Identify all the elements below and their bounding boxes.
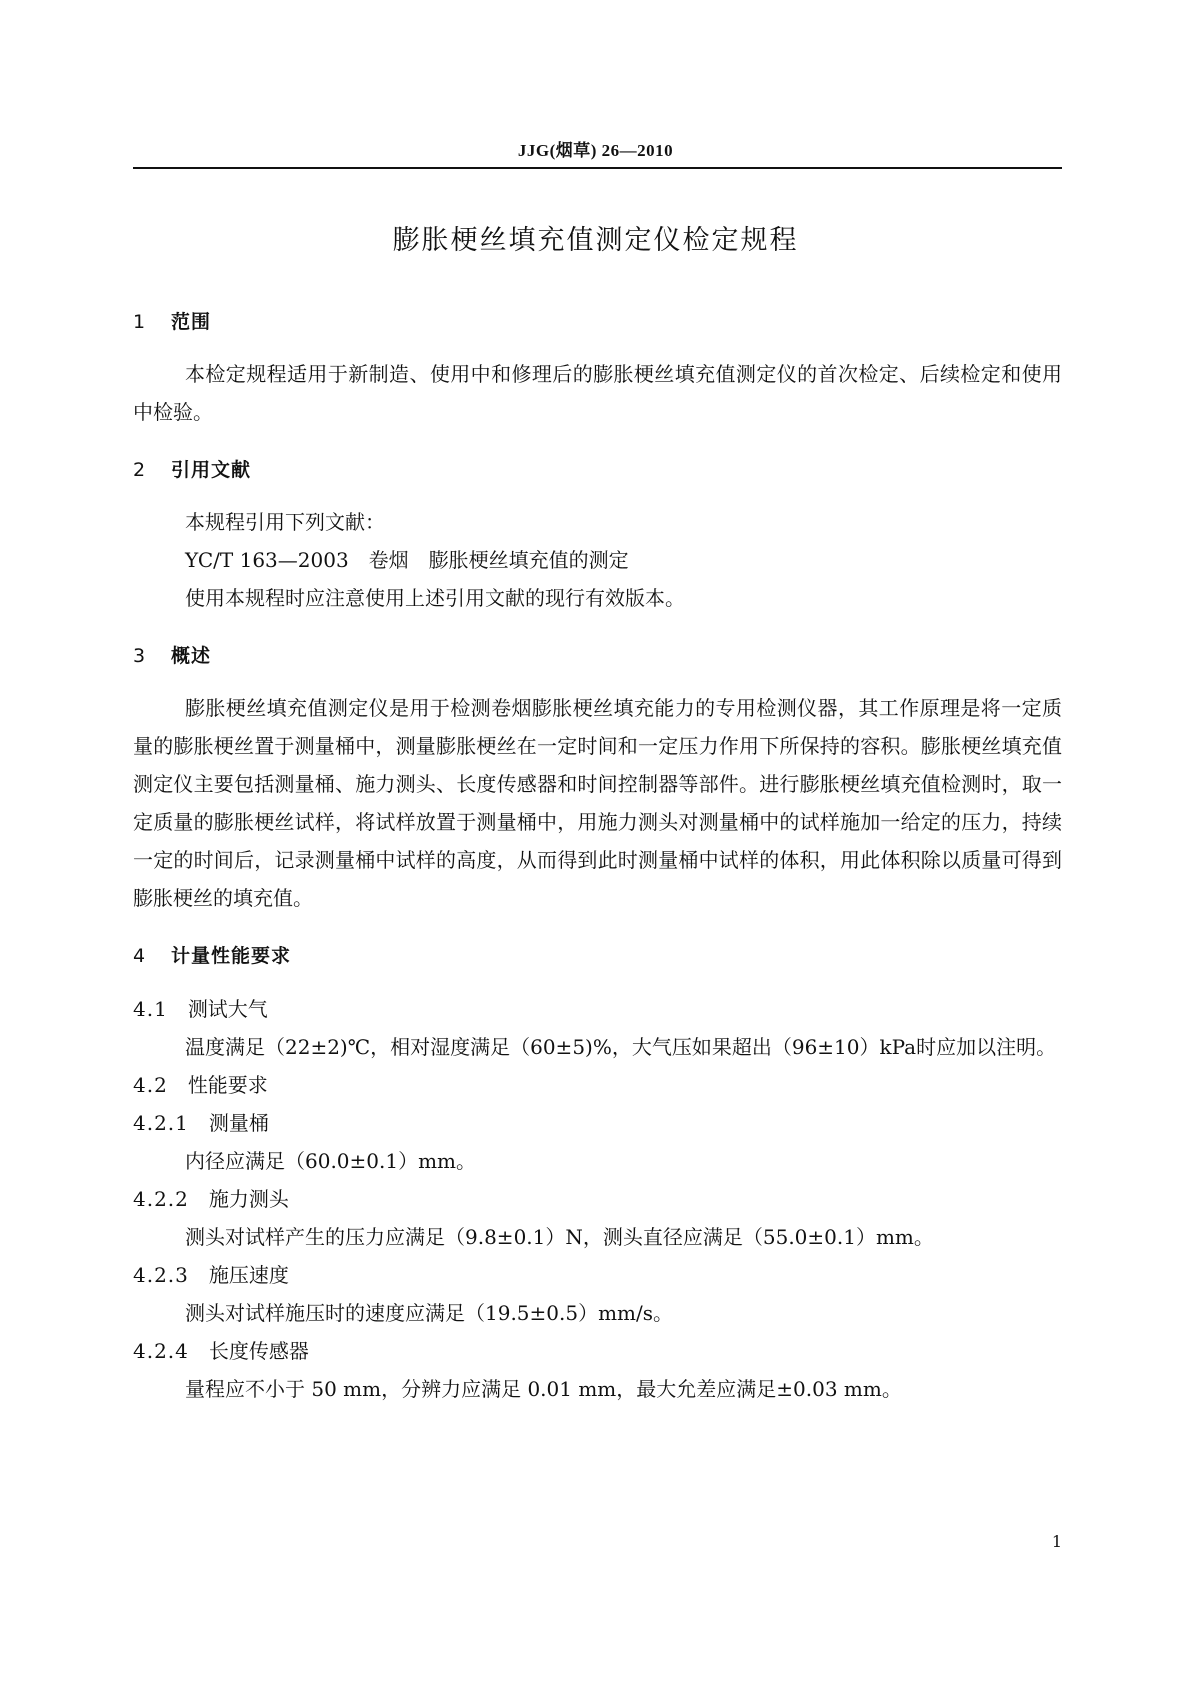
clause-number: 4.2.1 (133, 1111, 189, 1135)
scope-paragraph: 本检定规程适用于新制造、使用中和修理后的膨胀梗丝填充值测定仪的首次检定、后续检定和使用中检验。 (133, 362, 1062, 424)
clause-4-1-text: 温度满足（22±2)℃，相对湿度满足（60±5)%，大气压如果超出（96±10）kPa时应加以注明。 (185, 1035, 1057, 1059)
section-title: 计量性能要求 (171, 945, 292, 967)
references-intro: 本规程引用下列文献： (185, 510, 385, 534)
clause-4-2-1-text: 内径应满足（60.0±0.1）mm。 (185, 1149, 477, 1173)
clause-number: 4.1 (133, 997, 168, 1021)
clause-title: 测量桶 (208, 1111, 269, 1135)
clause-title: 施压速度 (208, 1263, 289, 1287)
section-number: 3 (133, 645, 147, 667)
section-title: 概述 (171, 645, 212, 667)
section-title: 范围 (171, 311, 212, 333)
clause-4-2-2 (133, 1180, 1062, 1218)
clause-4-2-4-text: 量程应不小于 50 mm，分辨力应满足 0.01 mm，最大允差应满足±0.03 mm。 (185, 1377, 902, 1401)
section-heading-scope (133, 310, 1062, 334)
clause-title: 测试大气 (187, 997, 268, 1021)
clause-title: 性能要求 (187, 1073, 268, 1097)
clause-4-2-2-text: 测头对试样产生的压力应满足（9.8±0.1）N，测头直径应满足（55.0±0.1）mm。 (185, 1225, 934, 1249)
reference-standard: YC/T 163—2003 卷烟 膨胀梗丝填充值的测定 (185, 548, 629, 572)
clause-4-1 (133, 990, 1062, 1028)
section-heading-overview (133, 644, 1062, 668)
clause-number: 4.2 (133, 1073, 168, 1097)
clause-4-2-3 (133, 1256, 1062, 1294)
references-note: 使用本规程时应注意使用上述引用文献的现行有效版本。 (185, 586, 685, 610)
clause-4-2-4 (133, 1332, 1062, 1370)
document-title: 膨胀梗丝填充值测定仪检定规程 (392, 225, 799, 256)
section-number: 4 (133, 945, 147, 967)
section-number: 1 (133, 311, 147, 333)
document-body (133, 310, 1062, 1408)
section-title: 引用文献 (171, 459, 252, 481)
section-heading-references (133, 458, 1062, 482)
overview-paragraph: 膨胀梗丝填充值测定仪是用于检测卷烟膨胀梗丝填充能力的专用检测仪器，其工作原理是将一定质量的膨胀梗丝置于测量桶中，测量膨胀梗丝在一定时间和一定压力作用下所保持的容积。膨胀梗丝填充值测定仪主要包括测量桶、施力测头、长度传感器和时间控制器等部件。进行膨胀梗丝填充值检测时，取一定质量的膨胀梗丝试样，将试样放置于测量桶中，用施力测头对测量桶中的试样施加一给定的压力，持续一定的时间后，记录测量桶中试样的高度，从而得到此时测量桶中试样的体积，用此体积除以质量可得到膨胀梗丝的填充值。 (133, 696, 1062, 910)
clause-4-2-3-text: 测头对试样施压时的速度应满足（19.5±0.5）mm/s。 (185, 1301, 674, 1325)
clause-title: 施力测头 (208, 1187, 289, 1211)
page-number: 1 (1051, 1532, 1062, 1551)
document-code-header: JJG(烟草) 26—2010 (517, 141, 674, 160)
clause-number: 4.2.3 (133, 1263, 189, 1287)
header-divider (133, 167, 1062, 169)
section-heading-metrology (133, 944, 1062, 968)
clause-4-2-1 (133, 1104, 1062, 1142)
clause-number: 4.2.4 (133, 1339, 189, 1363)
clause-title: 长度传感器 (208, 1339, 309, 1363)
section-number: 2 (133, 459, 147, 481)
clause-number: 4.2.2 (133, 1187, 189, 1211)
clause-4-2 (133, 1066, 1062, 1104)
